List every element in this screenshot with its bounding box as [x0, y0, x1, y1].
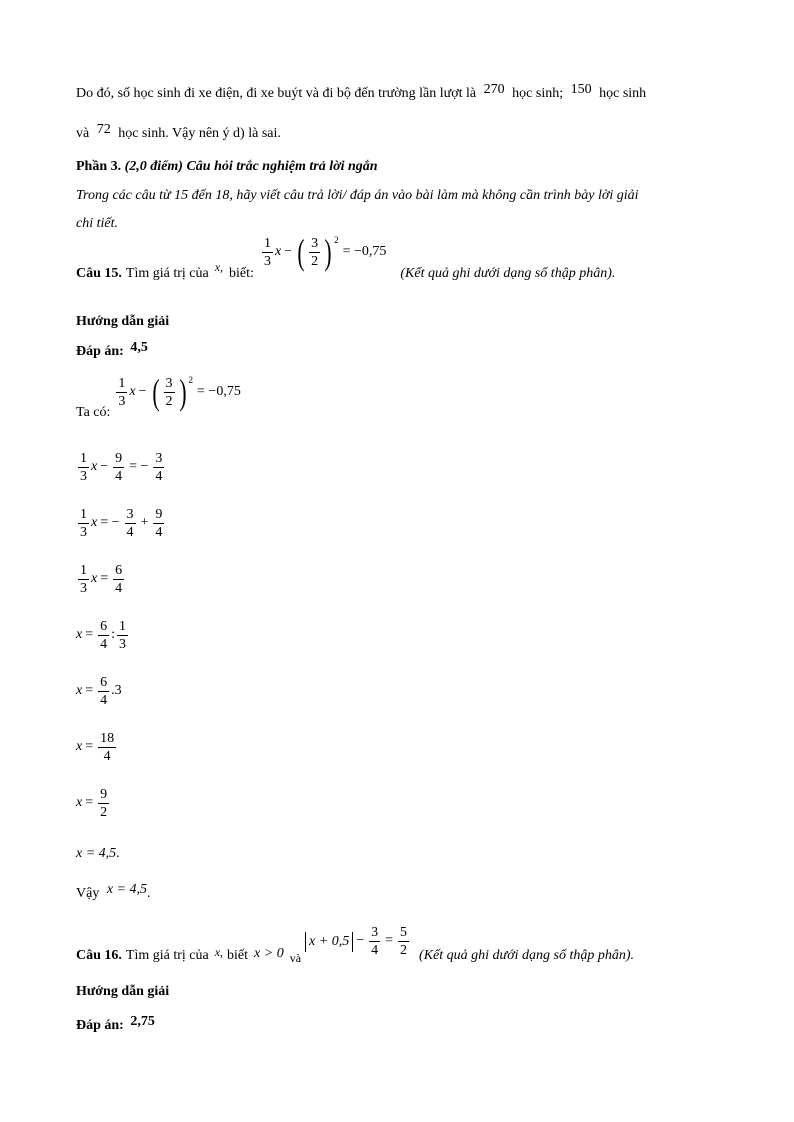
q15-answer: Đáp án: 4,5 [76, 340, 148, 359]
question-15: Câu 15. Tìm giá trị của x, biết: $\frac{1}{3}$ x − ( $\frac{3}{2}$ ) 2 = −0,75 (Kết quả ghi dưới dạng số thập phân). [76, 232, 616, 282]
q15-step-8: x = 4,5. [76, 846, 120, 861]
q15-step-4: x = $\frac{6}{4}$ : $\frac{1}{3}$ [76, 619, 127, 652]
q15-step-6: x = $\frac{18}{4}$ [76, 731, 115, 764]
q15-step-1: $\frac{1}{3}$ x − $\frac{9}{4}$ = − $\frac{3}{4}$ [80, 451, 163, 484]
q15-guide-heading: Hướng dẫn giải [76, 314, 170, 329]
q15-step-2: $\frac{1}{3}$ x = − $\frac{3}{4}$ + $\frac{9}{4}$ [80, 507, 163, 540]
part3-instruction-1: Trong các câu từ 15 đến 18, hãy viết câu trả lời/ đáp án vào bài làm mà không cần trình bày lời giải [76, 188, 639, 203]
q15-conclusion: Vậy x = 4,5. [76, 882, 151, 901]
q16-answer: Đáp án: 2,75 [76, 1014, 155, 1033]
question-16: Câu 16. Tìm giá trị của x, biết x > 0 và x + 0,5 − $\frac{3}{4}$ = $\frac{5}{2}$ (Kết quả ghi dưới dạng số thập phân). [76, 925, 635, 965]
q15-taco-line: Ta có: $\frac{1}{3}$ x − ( $\frac{3}{2}$ ) 2 = −0,75 [76, 372, 241, 421]
q15-equation: $\frac{1}{3}$ x − ( $\frac{3}{2}$ ) 2 = −0,75 [263, 232, 387, 272]
q15-step-5: x = $\frac{6}{4}$ .3 [76, 675, 122, 708]
q15-step-7: x = $\frac{9}{2}$ [76, 787, 108, 820]
q15-taco-equation: $\frac{1}{3}$ x − ( $\frac{3}{2}$ ) 2 = −0,75 [118, 372, 241, 412]
intro-line-1: Do đó, số học sinh đi xe điện, đi xe buýt và đi bộ đến trường lần lượt là 270 học sinh; 150 học sinh [76, 82, 647, 101]
q16-guide-heading: Hướng dẫn giải [76, 984, 170, 999]
part3-heading: Phần 3. (2,0 điểm) Câu hỏi trắc nghiệm trả lời ngắn [76, 159, 378, 174]
q15-step-3: $\frac{1}{3}$ x = $\frac{6}{4}$ [80, 563, 123, 596]
intro-line-2: và 72 học sinh. Vậy nên ý d) là sai. [76, 122, 281, 141]
part3-instruction-2: chi tiết. [76, 216, 118, 231]
q16-equation: x + 0,5 − $\frac{3}{4}$ = $\frac{5}{2}$ [305, 924, 411, 959]
